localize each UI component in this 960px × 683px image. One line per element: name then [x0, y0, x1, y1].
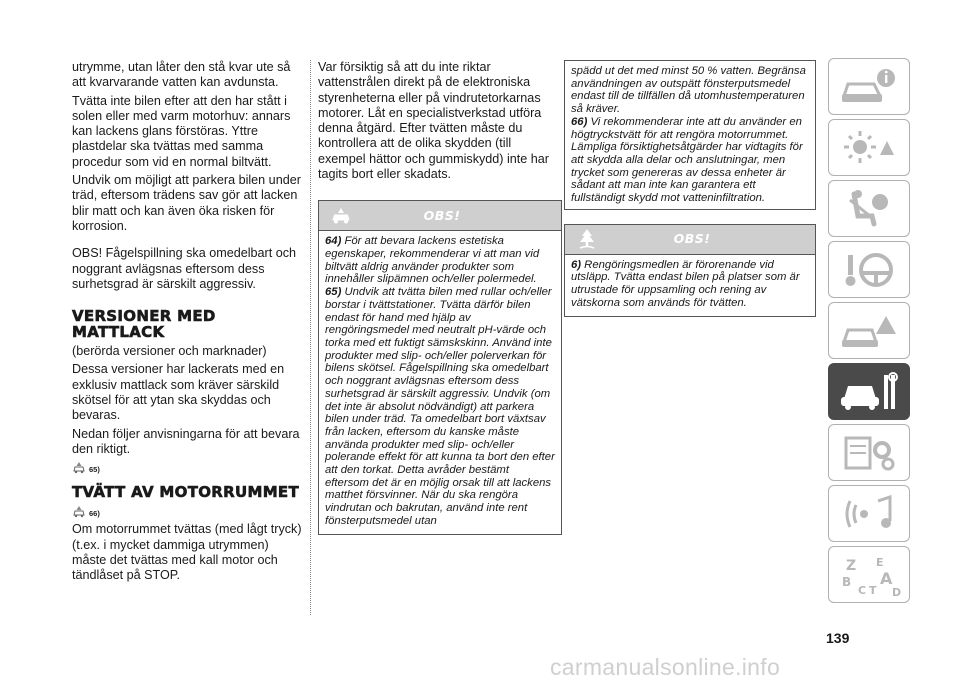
multimedia-icon	[836, 491, 902, 537]
svg-text:B: B	[842, 574, 852, 589]
chapter-tab-safety[interactable]	[828, 180, 910, 237]
svg-text:E: E	[876, 555, 884, 569]
paragraph: utrymme, utan låter den stå kvar ute så att kvarvarande vatten kan avdunsta.	[72, 60, 291, 90]
page-number: 139	[826, 630, 850, 646]
section-heading-matte-versions: VERSIONER MED MATTLACK	[72, 307, 216, 342]
reference-number: 65)	[89, 465, 100, 475]
note-title: OBS!	[673, 230, 711, 246]
section-heading-engine-wash: TVÄTT AV MOTORRUMMET	[72, 483, 299, 502]
svg-text:C: C	[858, 583, 867, 597]
column-1	[72, 60, 304, 586]
reference-number: 66)	[89, 509, 100, 519]
note-body	[565, 255, 815, 316]
index-letters-icon	[836, 552, 902, 598]
note-header	[565, 225, 815, 255]
paragraph: (berörda versioner och marknader)	[72, 344, 267, 359]
svg-text:T: T	[869, 583, 877, 597]
specs-gears-icon	[836, 430, 902, 476]
car-info-icon	[836, 64, 902, 110]
paragraph: Dessa versioner har lackerats med en exklusiv mattlack som kräver särskild skötsel för att ytan ska skyddas och bevaras.	[72, 362, 285, 423]
column-2	[318, 60, 562, 535]
note-header	[319, 201, 561, 231]
dashboard-lights-icon	[836, 125, 902, 171]
watermark: carmanualsonline.info	[550, 654, 781, 680]
paragraph: Tvätta inte bilen efter att den har stått i solen eller med varm motorhuv: annars kan lackens glans förstöras. Yttre plastdelar ska tvättas med samma procedur som vid en normal biltvätt.	[72, 93, 291, 169]
steering-wheel-key-icon	[836, 247, 902, 293]
chapter-tab-index[interactable]	[828, 546, 910, 603]
column-3	[564, 60, 816, 317]
note-item: 65) Undvik att tvätta bilen med rullar och/eller borstar i tvättstationer. Tvätta därför bilen endast för hand med hjälp av rengöringsmedel med neutralt pH-värde och torka med ett fuktigt sämskskinn. Använd inte produkter med slip- och/eller polerverkan för bilens skötsel. Fågelspillning ska omedelbart och noggrant avlägsnas eftersom dess surhetsgrad är särskilt aggressiv. Undvik (om det inte är absolut nödvändigt) att parkera bilen under träd. Ta omedelbart bort växtsav från lacken, eftersom du kanske måste använda produkter med slip- och/eller polerande effekt för att kunna ta bort den efter att den torkat. Detta avråder bestämt eftersom det är en möjlig orsak till att lackens matthet försvinner. När du ska rengöra vindrutan och bakrutan, använd inte rent fönsterputsmedel utan	[325, 286, 555, 527]
note-continuation-box	[564, 60, 816, 210]
note-reference[interactable]	[72, 504, 304, 518]
svg-text:D: D	[892, 585, 902, 598]
tree-environment-icon	[577, 228, 597, 250]
car-warning-icon	[72, 462, 86, 474]
note-body	[319, 231, 561, 533]
chapter-tab-dashboard[interactable]	[828, 119, 910, 176]
note-reference[interactable]	[72, 460, 304, 474]
chapter-tab-maintenance[interactable]	[828, 363, 910, 420]
svg-text:A: A	[880, 568, 893, 588]
column-divider	[310, 60, 311, 615]
car-warning-icon	[330, 207, 352, 225]
seat-airbag-icon	[836, 186, 902, 232]
chapter-tab-emergency[interactable]	[828, 302, 910, 359]
environment-note-box	[564, 224, 816, 317]
warning-note-box	[318, 200, 562, 534]
paragraph: Var försiktig så att du inte riktar vattenstrålen direkt på de elektroniska styrenheterna eller på vindrutetorkarnas motorer. Låt en specialistverkstad utföra denna åtgärd. Efter tvätten måste du kontrollera att de olika skydden (till exempel hättor och gummiskydd) inte har tagits bort eller skadats.	[318, 60, 549, 182]
note-item: 64) För att bevara lackens estetiska egenskaper, rekommenderar vi att man vid biltvätt aldrig använder produkter som innehåller slipämnen och/eller polermedel.	[325, 235, 540, 286]
note-title: OBS!	[423, 207, 461, 223]
car-warning-icon	[72, 506, 86, 518]
car-warning-icon	[836, 308, 902, 354]
chapter-sidebar	[828, 58, 910, 607]
paragraph: Nedan följer anvisningarna för att bevara den riktigt.	[72, 426, 300, 456]
chapter-tab-multimedia[interactable]	[828, 485, 910, 542]
chapter-tab-driving[interactable]	[828, 241, 910, 298]
note-continuation: spädd ut det med minst 50 % vatten. Begränsa användningen av outspätt fönsterputsmedel endast till de tillfällen då utomhustemperaturen så kräver.	[571, 65, 806, 116]
note-item: 6) Rengöringsmedlen är förorenande vid utsläpp. Tvätta endast bilen på platser som är utrustade för uppsamling och rening av vätskorna som används för tvätten.	[571, 258, 800, 309]
chapter-tab-car-info[interactable]	[828, 58, 910, 115]
svg-text:Z: Z	[846, 557, 857, 574]
paragraph: OBS! Fågelspillning ska omedelbart och noggrant avlägsnas eftersom dess surhetsgrad är särskilt aggressiv.	[72, 246, 297, 291]
paragraph: Om motorrummet tvättas (med lågt tryck) (t.ex. i mycket dammiga utrymmen) måste det tvättas med kall motor och tändlåset på STOP.	[72, 522, 302, 583]
note-item: 66) Vi rekommenderar inte att du använder en högtryckstvätt för att rengöra motorrummet. Lämpliga försiktighetsåtgärder har vidtagits för att skydda alla delar och anslutningar, men trycket som genereras av dessa enheter är sådant att man inte kan garantera ett fullständigt skydd mot vatteninfiltration.	[571, 115, 803, 205]
car-maintenance-tools-icon	[836, 369, 902, 415]
chapter-tab-specs[interactable]	[828, 424, 910, 481]
paragraph: Undvik om möjligt att parkera bilen under träd, eftersom trädens sav gör att lacken blir matt och kan även öka risken för korrosion.	[72, 173, 301, 233]
